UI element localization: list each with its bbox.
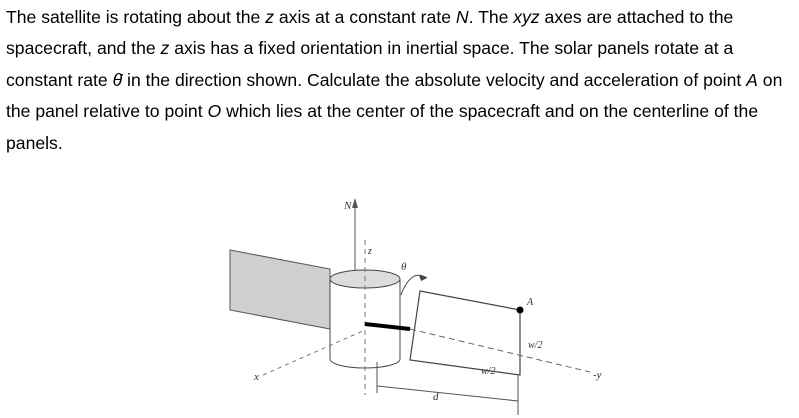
z-symbol: z [160, 38, 170, 59]
point-a-symbol: A [746, 69, 758, 90]
satellite-diagram [205, 190, 625, 415]
label-z: z [368, 246, 372, 257]
theta-dot-symbol: θ̇ [112, 69, 123, 90]
left-solar-panel [230, 250, 330, 329]
label-w2-bottom: w/2 [481, 366, 496, 377]
xyz-symbol: xyz [513, 7, 540, 27]
spacecraft-body [330, 279, 400, 359]
label-a: A [527, 297, 534, 308]
point-a [517, 307, 524, 314]
n-arrowhead [352, 198, 358, 208]
label-d: d [433, 391, 439, 403]
label-w2-edge: w/2 [528, 340, 543, 351]
right-solar-panel [410, 291, 520, 375]
label-theta: θ [401, 261, 407, 273]
point-o-symbol: O [207, 101, 222, 122]
d-dimension-line [377, 386, 518, 401]
label-n: N [344, 200, 352, 212]
z-symbol: z [265, 7, 274, 27]
label-x: x [254, 371, 259, 383]
n-symbol: N [455, 7, 469, 27]
problem-statement: The satellite is rotating about the z axis at a constant rate N. The xyz axes are attached to the spacecraft, and the z axis has a fixed orientation in inertial space. The solar panels rotate at a constant rate θ̇ in the direction shown. Calculate the absolute velocity and acceleration of point A on the panel relative to point O which lies at the center of the spacecraft and on the centerline of the panels. [6, 7, 783, 153]
label-y: -y [593, 369, 602, 381]
